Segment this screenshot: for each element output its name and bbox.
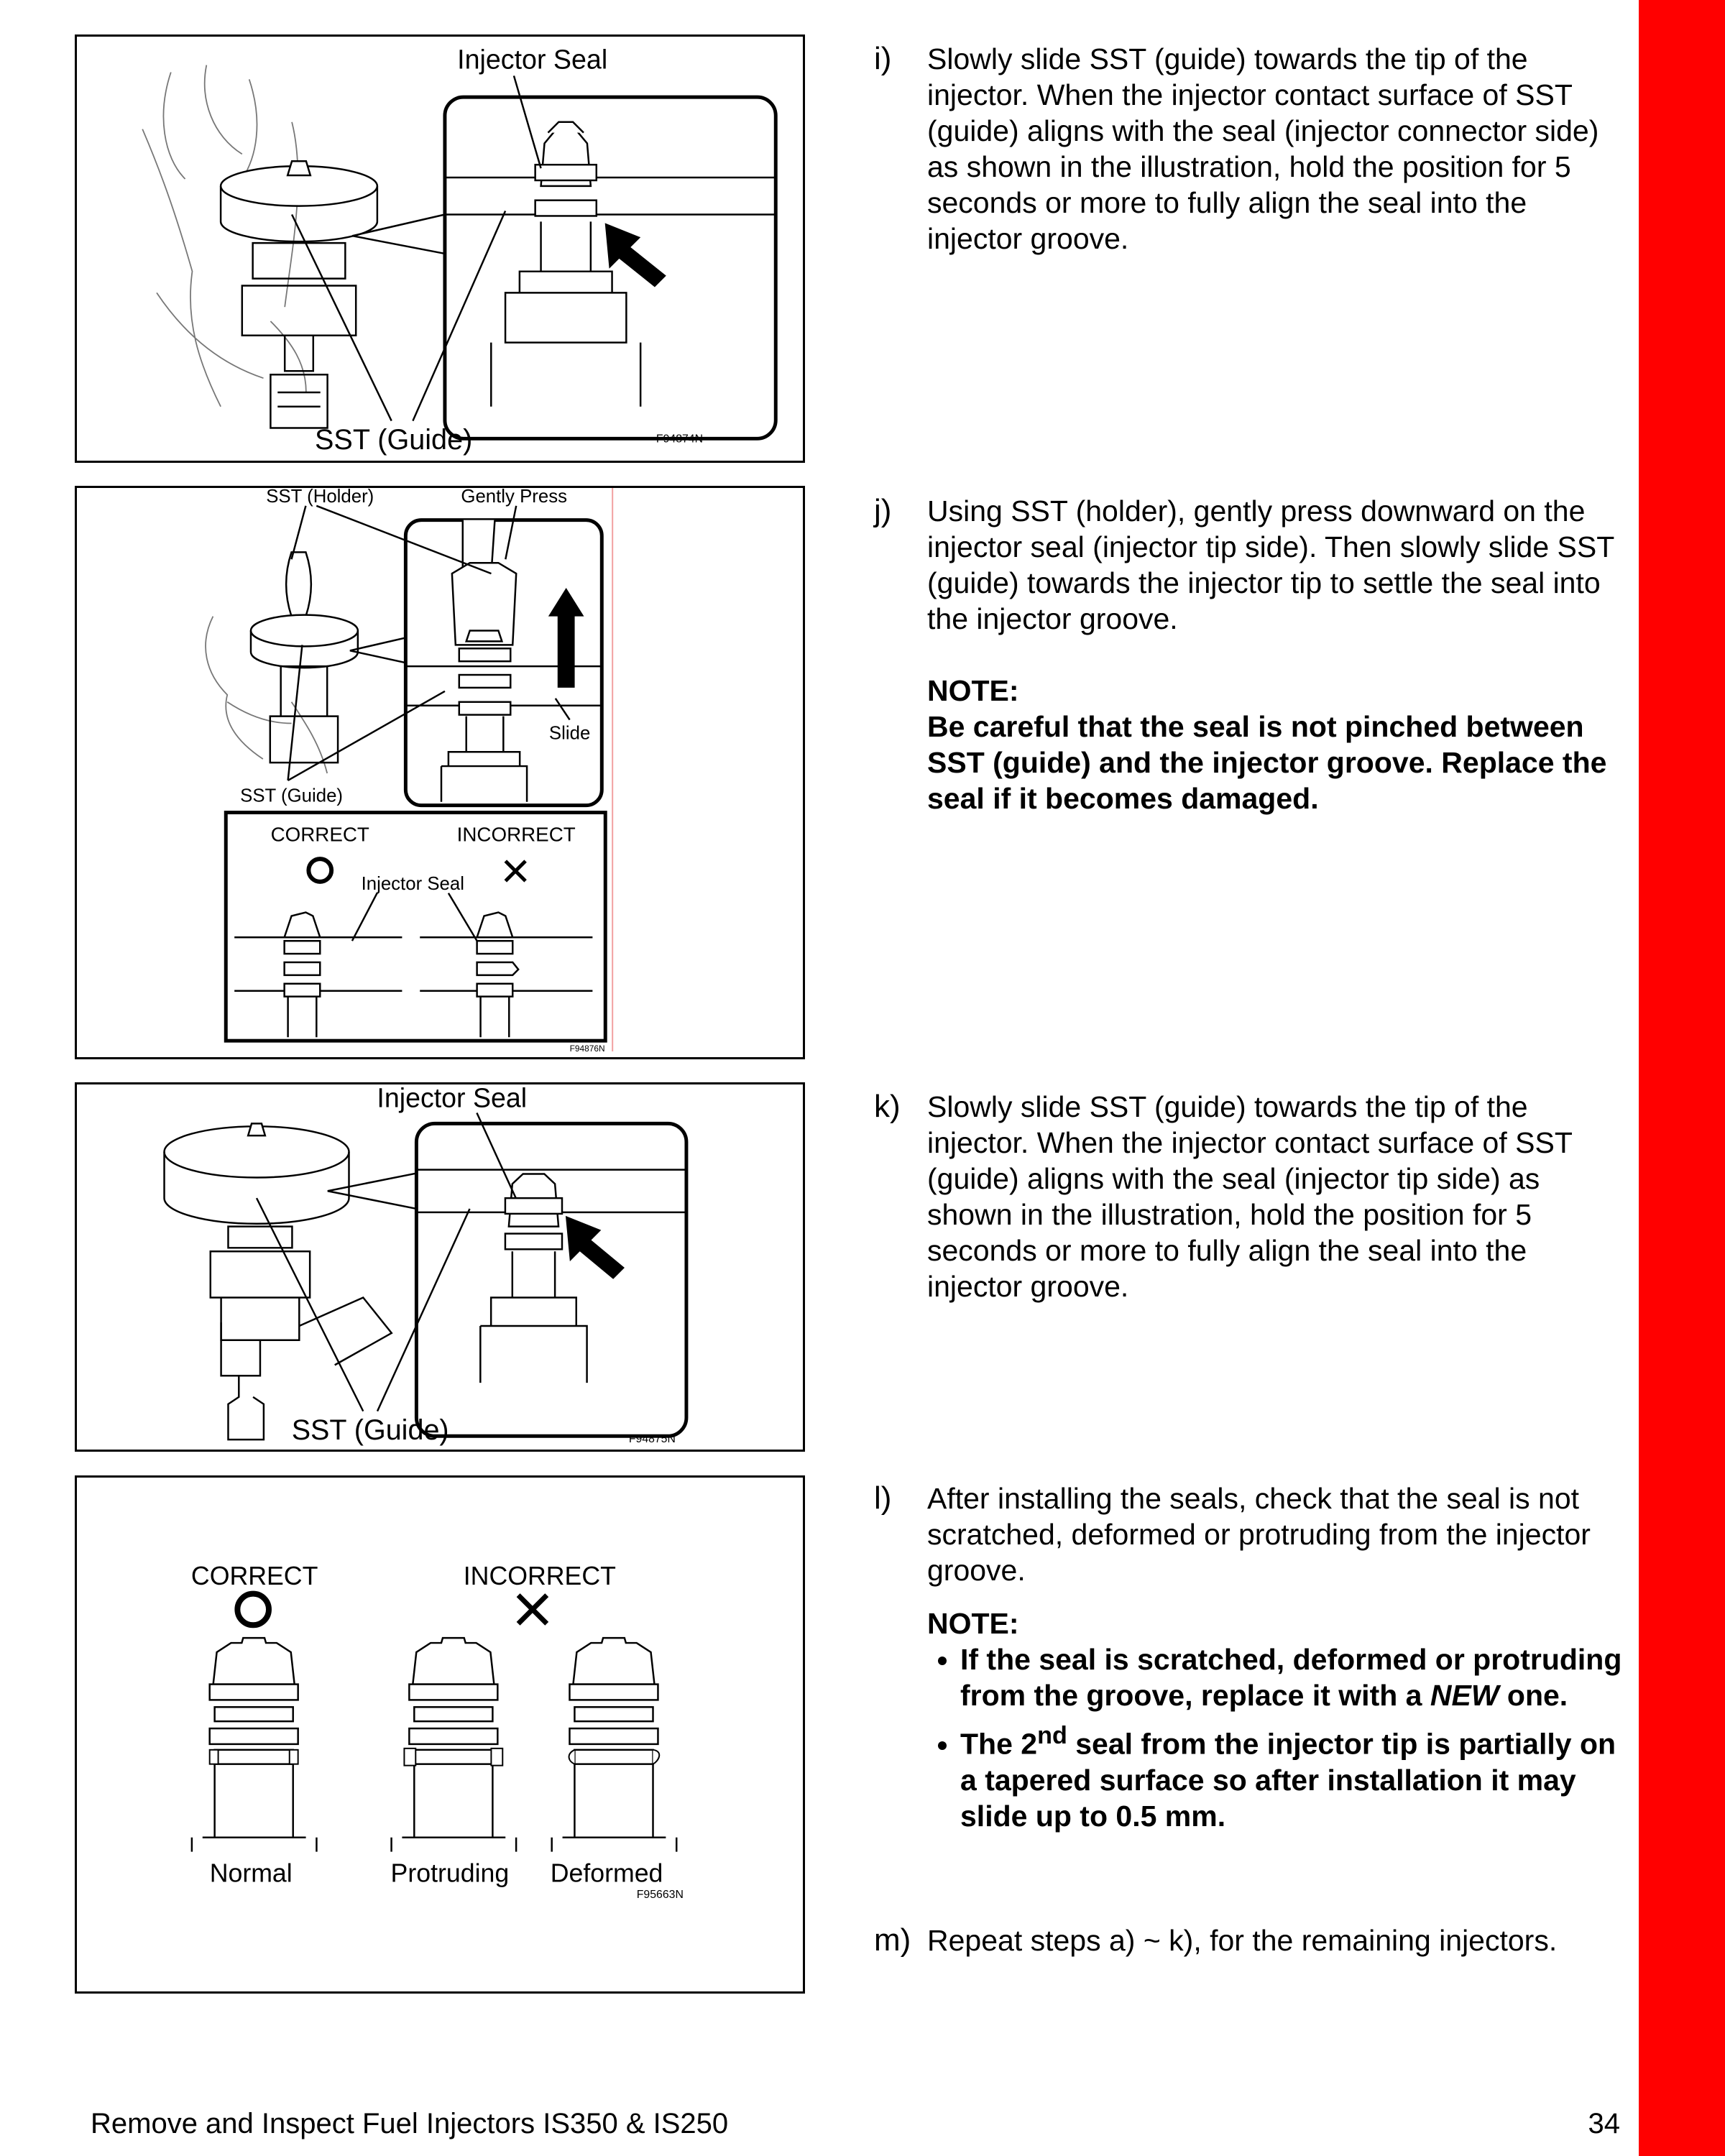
label-injector-seal: Injector Seal xyxy=(361,873,464,894)
note-heading: NOTE: xyxy=(927,1607,1019,1640)
figure-code: F94876N xyxy=(569,1044,605,1054)
label-sst-guide: SST (Guide) xyxy=(291,1414,449,1447)
figure-code: F95663N xyxy=(636,1889,684,1902)
note-list xyxy=(927,1641,1629,1834)
label-incorrect: INCORRECT xyxy=(456,823,576,846)
step-l xyxy=(874,1480,1629,1838)
label-protruding: Protruding xyxy=(390,1858,510,1888)
step-text: Repeat steps a) ~ k), for the remaining injectors. xyxy=(927,1924,1558,1957)
note-bullet-1: • If the seal is scratched, deformed or protruding from the groove, replace it with a NEW one. xyxy=(960,1641,1629,1713)
label-injector-seal: Injector Seal xyxy=(457,44,608,75)
label-sst-holder: SST (Holder) xyxy=(266,488,374,507)
figure-injector-seal-connector-side xyxy=(75,34,805,463)
label-correct: CORRECT xyxy=(270,823,369,846)
figure-code: F94875N xyxy=(628,1433,676,1446)
red-side-bar xyxy=(1639,0,1725,2156)
figure-seal-inspection xyxy=(75,1475,805,1994)
step-label: j) xyxy=(874,493,892,528)
step-label: m) xyxy=(874,1922,911,1958)
step-text: Slowly slide SST (guide) towards the tip of the injector. When the injector contact surface of SST (guide) aligns with the seal (injector connector side) as shown in the illustration, hold the position for 5 seconds or more to fully align the seal into the injector groove. xyxy=(927,42,1599,255)
figure-1-illustration xyxy=(77,37,803,461)
label-incorrect: INCORRECT xyxy=(463,1561,616,1590)
step-label: i) xyxy=(874,41,892,76)
label-deformed: Deformed xyxy=(550,1858,663,1888)
figure-code: F94874N xyxy=(656,433,704,446)
step-label: l) xyxy=(874,1480,892,1516)
step-i xyxy=(874,41,1629,257)
label-slide: Slide xyxy=(548,723,591,744)
incorrect-cross-icon xyxy=(518,1595,547,1624)
figure-2-illustration xyxy=(77,488,803,1057)
label-injector-seal: Injector Seal xyxy=(377,1084,528,1113)
label-normal: Normal xyxy=(209,1858,293,1888)
footer-title: Remove and Inspect Fuel Injectors IS350 & IS250 xyxy=(91,2108,729,2139)
step-label: k) xyxy=(874,1089,901,1124)
note-heading: NOTE: xyxy=(927,674,1019,707)
step-text: After installing the seals, check that the seal is not scratched, deformed or protruding from the injector groove. xyxy=(927,1482,1591,1587)
step-j xyxy=(874,493,1629,816)
label-sst-guide: SST (Guide) xyxy=(315,424,473,456)
step-m xyxy=(874,1922,1629,1958)
page-number: 34 xyxy=(1588,2108,1620,2139)
figure-sst-holder-press xyxy=(75,486,805,1059)
step-text: Using SST (holder), gently press downward on the injector seal (injector tip side). Then slowly slide SST (guide) towards the injector tip to settle the seal into the injector groove. xyxy=(927,494,1614,635)
step-k xyxy=(874,1089,1629,1304)
note-text: Be careful that the seal is not pinched between SST (guide) and the injector groove. Replace the seal if it becomes damaged. xyxy=(927,710,1607,815)
figure-4-illustration xyxy=(77,1478,803,1991)
correct-circle-icon xyxy=(237,1594,269,1626)
figure-3-illustration xyxy=(77,1084,803,1450)
figure-injector-seal-tip-side xyxy=(75,1082,805,1452)
label-sst-guide: SST (Guide) xyxy=(240,786,344,806)
label-correct: CORRECT xyxy=(190,1561,318,1590)
step-text: Slowly slide SST (guide) towards the tip of the injector. When the injector contact surface of SST (guide) aligns with the seal (injector tip side) as shown in the illustration, hold the position for 5 seconds or more to fully align the seal into the injector groove. xyxy=(927,1090,1573,1303)
note-bullet-2: • The 2nd seal from the injector tip is partially on a tapered surface so after installation it may slide up to 0.5 mm. xyxy=(960,1718,1629,1834)
label-gently-press: Gently Press xyxy=(461,488,568,507)
